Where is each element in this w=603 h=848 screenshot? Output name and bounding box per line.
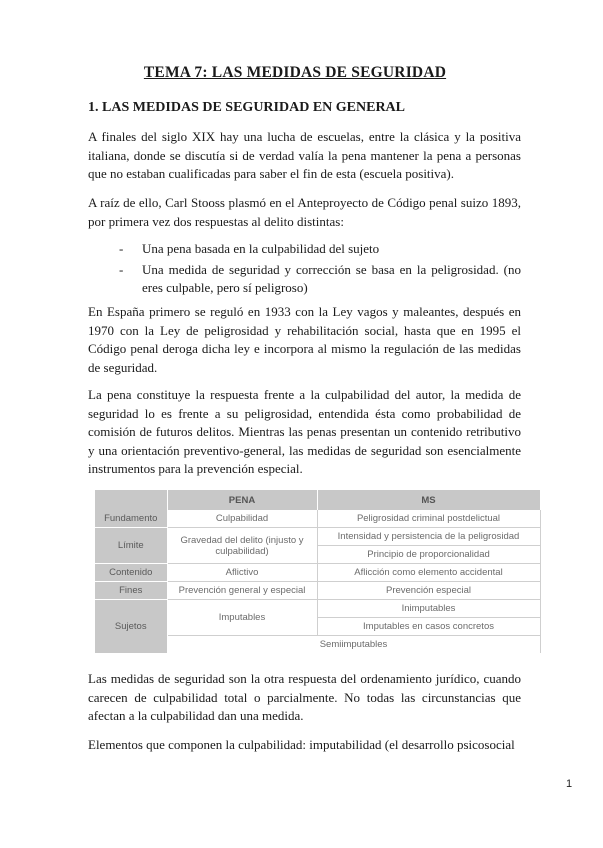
cell-sujetos-shared: Semiimputables	[167, 636, 540, 654]
page-title: TEMA 7: LAS MEDIDAS DE SEGURIDAD	[143, 64, 447, 81]
cell-fines-pena: Prevención general y especial	[167, 582, 317, 600]
section-heading: 1. LAS MEDIDAS DE SEGURIDAD EN GENERAL	[88, 100, 405, 115]
bullet-item	[119, 261, 521, 298]
table-row	[95, 582, 540, 600]
table-row	[95, 510, 540, 528]
bullet-marker: -	[119, 261, 124, 277]
paragraph-6: Elementos que componen la culpabilidad: imputabilidad (el desarrollo psicosocial	[88, 737, 515, 752]
page-number: 1	[566, 778, 573, 790]
paragraph-2: A raíz de ello, Carl Stooss plasmó en el Anteproyecto de Código penal suizo 1893, por primera vez dos respuestas al delito distintas:	[88, 195, 521, 229]
table-row	[95, 528, 540, 546]
table-header-pena: PENA	[167, 490, 317, 510]
cell-fundamento-pena: Culpabilidad	[167, 510, 317, 528]
row-label-sujetos: Sujetos	[95, 600, 167, 654]
comparison-table	[95, 490, 541, 654]
row-label-contenido: Contenido	[95, 564, 167, 582]
bullet-marker: -	[119, 241, 124, 256]
cell-fines-ms: Prevención especial	[317, 582, 540, 600]
bullet-text: Una medida de seguridad y corrección se basa en la peligrosidad. (no eres culpable, pero sí peligroso)	[142, 261, 521, 295]
bullet-text: Una pena basada en la culpabilidad del sujeto	[142, 241, 380, 256]
cell-limite-ms-1: Intensidad y persistencia de la peligrosidad	[317, 528, 540, 546]
table-row	[95, 564, 540, 582]
cell-limite-ms-2: Principio de proporcionalidad	[317, 546, 540, 564]
cell-fundamento-ms: Peligrosidad criminal postdelictual	[317, 510, 540, 528]
row-label-fines: Fines	[95, 582, 167, 600]
paragraph-5: Las medidas de seguridad son la otra respuesta del ordenamiento jurídico, cuando carecen de culpabilidad total o parcialmente. No todas las circunstancias que afectan a la culpabilidad dan una medida.	[88, 671, 521, 723]
cell-limite-pena: Gravedad del delito (injusto y culpabilidad)	[167, 528, 317, 564]
table-header-ms: MS	[317, 490, 540, 510]
cell-contenido-ms: Aflicción como elemento accidental	[317, 564, 540, 582]
row-label-limite: Límite	[95, 528, 167, 564]
bullet-item	[119, 240, 521, 259]
table-header-empty	[95, 490, 167, 510]
cell-contenido-pena: Aflictivo	[167, 564, 317, 582]
cell-sujetos-ms-2: Imputables en casos concretos	[317, 618, 540, 636]
paragraph-1: A finales del siglo XIX hay una lucha de escuelas, entre la clásica y la positiva italiana, donde se discutía si de verdad valía la pena mantener la pena a personas que no estaban cualificadas para saber el fin de esta (escuela positiva).	[88, 129, 521, 181]
cell-sujetos-ms-1: Inimputables	[317, 600, 540, 618]
cell-sujetos-pena: Imputables	[167, 600, 317, 636]
paragraph-4: La pena constituye la respuesta frente a la culpabilidad del autor, la medida de seguridad lo es frente a su peligrosidad, entendida ésta como probabilidad de comisión de futuros delitos. Mientras las penas presentan un contenido retributivo y una orientación preventivo-general, las medidas de seguridad son esencialmente instrumentos para la prevención especial.	[88, 387, 521, 476]
table-row	[95, 600, 540, 618]
paragraph-3: En España primero se reguló en 1933 con la Ley vagos y maleantes, después en 1970 con la Ley de peligrosidad y rehabilitación social, hasta que en 1995 el Código penal deroga dicha ley e incorpora al mismo la regulación de las medidas de seguridad.	[88, 304, 521, 375]
bullet-list	[119, 240, 521, 300]
row-label-fundamento: Fundamento	[95, 510, 167, 528]
